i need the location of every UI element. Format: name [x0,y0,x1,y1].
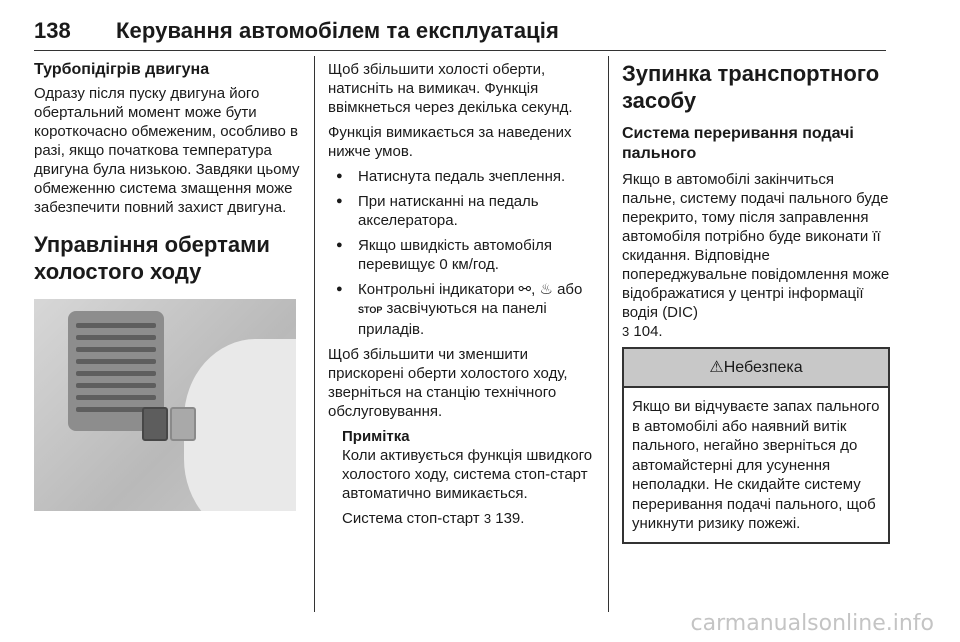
list-item-text: засвічуються на панелі приладів. [358,300,547,338]
conditions-list [328,167,598,339]
list-item: ● Контрольні індикатори ⚯, ♨ або STOP засвічуються на панелі приладів. [328,280,598,339]
warning-header [624,349,888,388]
service-text: Щоб збільшити чи зменшити прискорені оберти холостого ходу, зверніться на станцію технічного обслуговування. [328,346,568,420]
reference-text: Система стоп-старт [342,510,480,527]
page-title: Керування автомобілем та експлуатація [116,18,559,43]
watermark: carmanualsonline.info [690,611,934,636]
column-middle [328,60,598,534]
list-item: ● Якщо швидкість автомобіля перевищує 0 км/год. [328,236,598,274]
photo-idle-switch [142,407,168,441]
cross-reference [342,509,598,528]
warning-triangle-icon: ⚠ [709,359,724,376]
note-text: Коли активується функція швидкого холостого ходу, система стоп-старт автоматично вимикається. [342,447,593,502]
idle-switch-photo [34,299,296,511]
page-number: 138 [34,18,71,43]
page-header [34,14,886,51]
warning-box [622,347,890,544]
list-item: ● Натиснута педаль зчеплення. [328,167,598,186]
subsection-heading-fuel-cutoff: Система переривання подачі пального [622,125,854,162]
column-divider [314,56,315,612]
list-item-text: Контрольні індикатори [358,281,515,298]
column-divider [608,56,609,612]
list-item-text: або [557,281,583,298]
section-heading-idle: Управління обертами холостого ходу [34,232,270,284]
warning-title: Небезпека [723,359,803,376]
page-ref-arrow-icon: 3 [483,511,492,526]
stop-indicator-icon: STOP [358,305,383,315]
note-title: Примітка [342,428,410,445]
fuel-cutoff-text: Якщо в автомобілі закінчиться пальне, систему подачі пального буде перекрито, тому після заправлення автомобіля потрібно буде виконати її скидання. Відповідне попереджувальне повідомлення може відображатися у центрі інформації водія (DIC) 3 104. [622,171,890,340]
column-left [34,60,302,511]
conditions-intro: Функція вимикається за наведених нижче умов. [328,124,572,160]
section-heading-stop: Зупинка транспортного засобу [622,61,880,113]
reference-page: 139. [495,510,525,527]
clutch-indicator-icon: ⚯ [518,281,532,298]
page-ref-arrow-icon: 3 [622,324,630,339]
warning-text: Якщо ви відчуваєте запах пального в автомобілі або наявний витік пального, негайно зверніться до автомайстерні для усунення неполадки. Не скидайте систему переривання подачі пального, щоб уникнути ризику пожежі. [632,398,880,532]
section-heading-turbo: Турбопідігрів двигуна [34,61,210,78]
photo-panel [184,339,296,511]
reference-page: 104. [633,323,663,340]
idle-intro: Щоб збільшити холості оберти, натисніть на вимикач. Функція ввімкнеться через декілька секунд. [328,61,573,116]
photo-blank-switch [170,407,196,441]
section-text-turbo: Одразу після пуску двигуна його обертальний момент може бути короткочасно обмеженим, особливо в разі, якщо початкова температура двигуна була низькою. Завдяки цьому обмеженню система змащення може забезпечити повний захист двигуна. [34,85,300,216]
column-right [622,60,890,544]
temperature-indicator-icon: ♨ [539,281,553,298]
list-item: ● При натисканні на педаль акселератора. [328,192,598,230]
